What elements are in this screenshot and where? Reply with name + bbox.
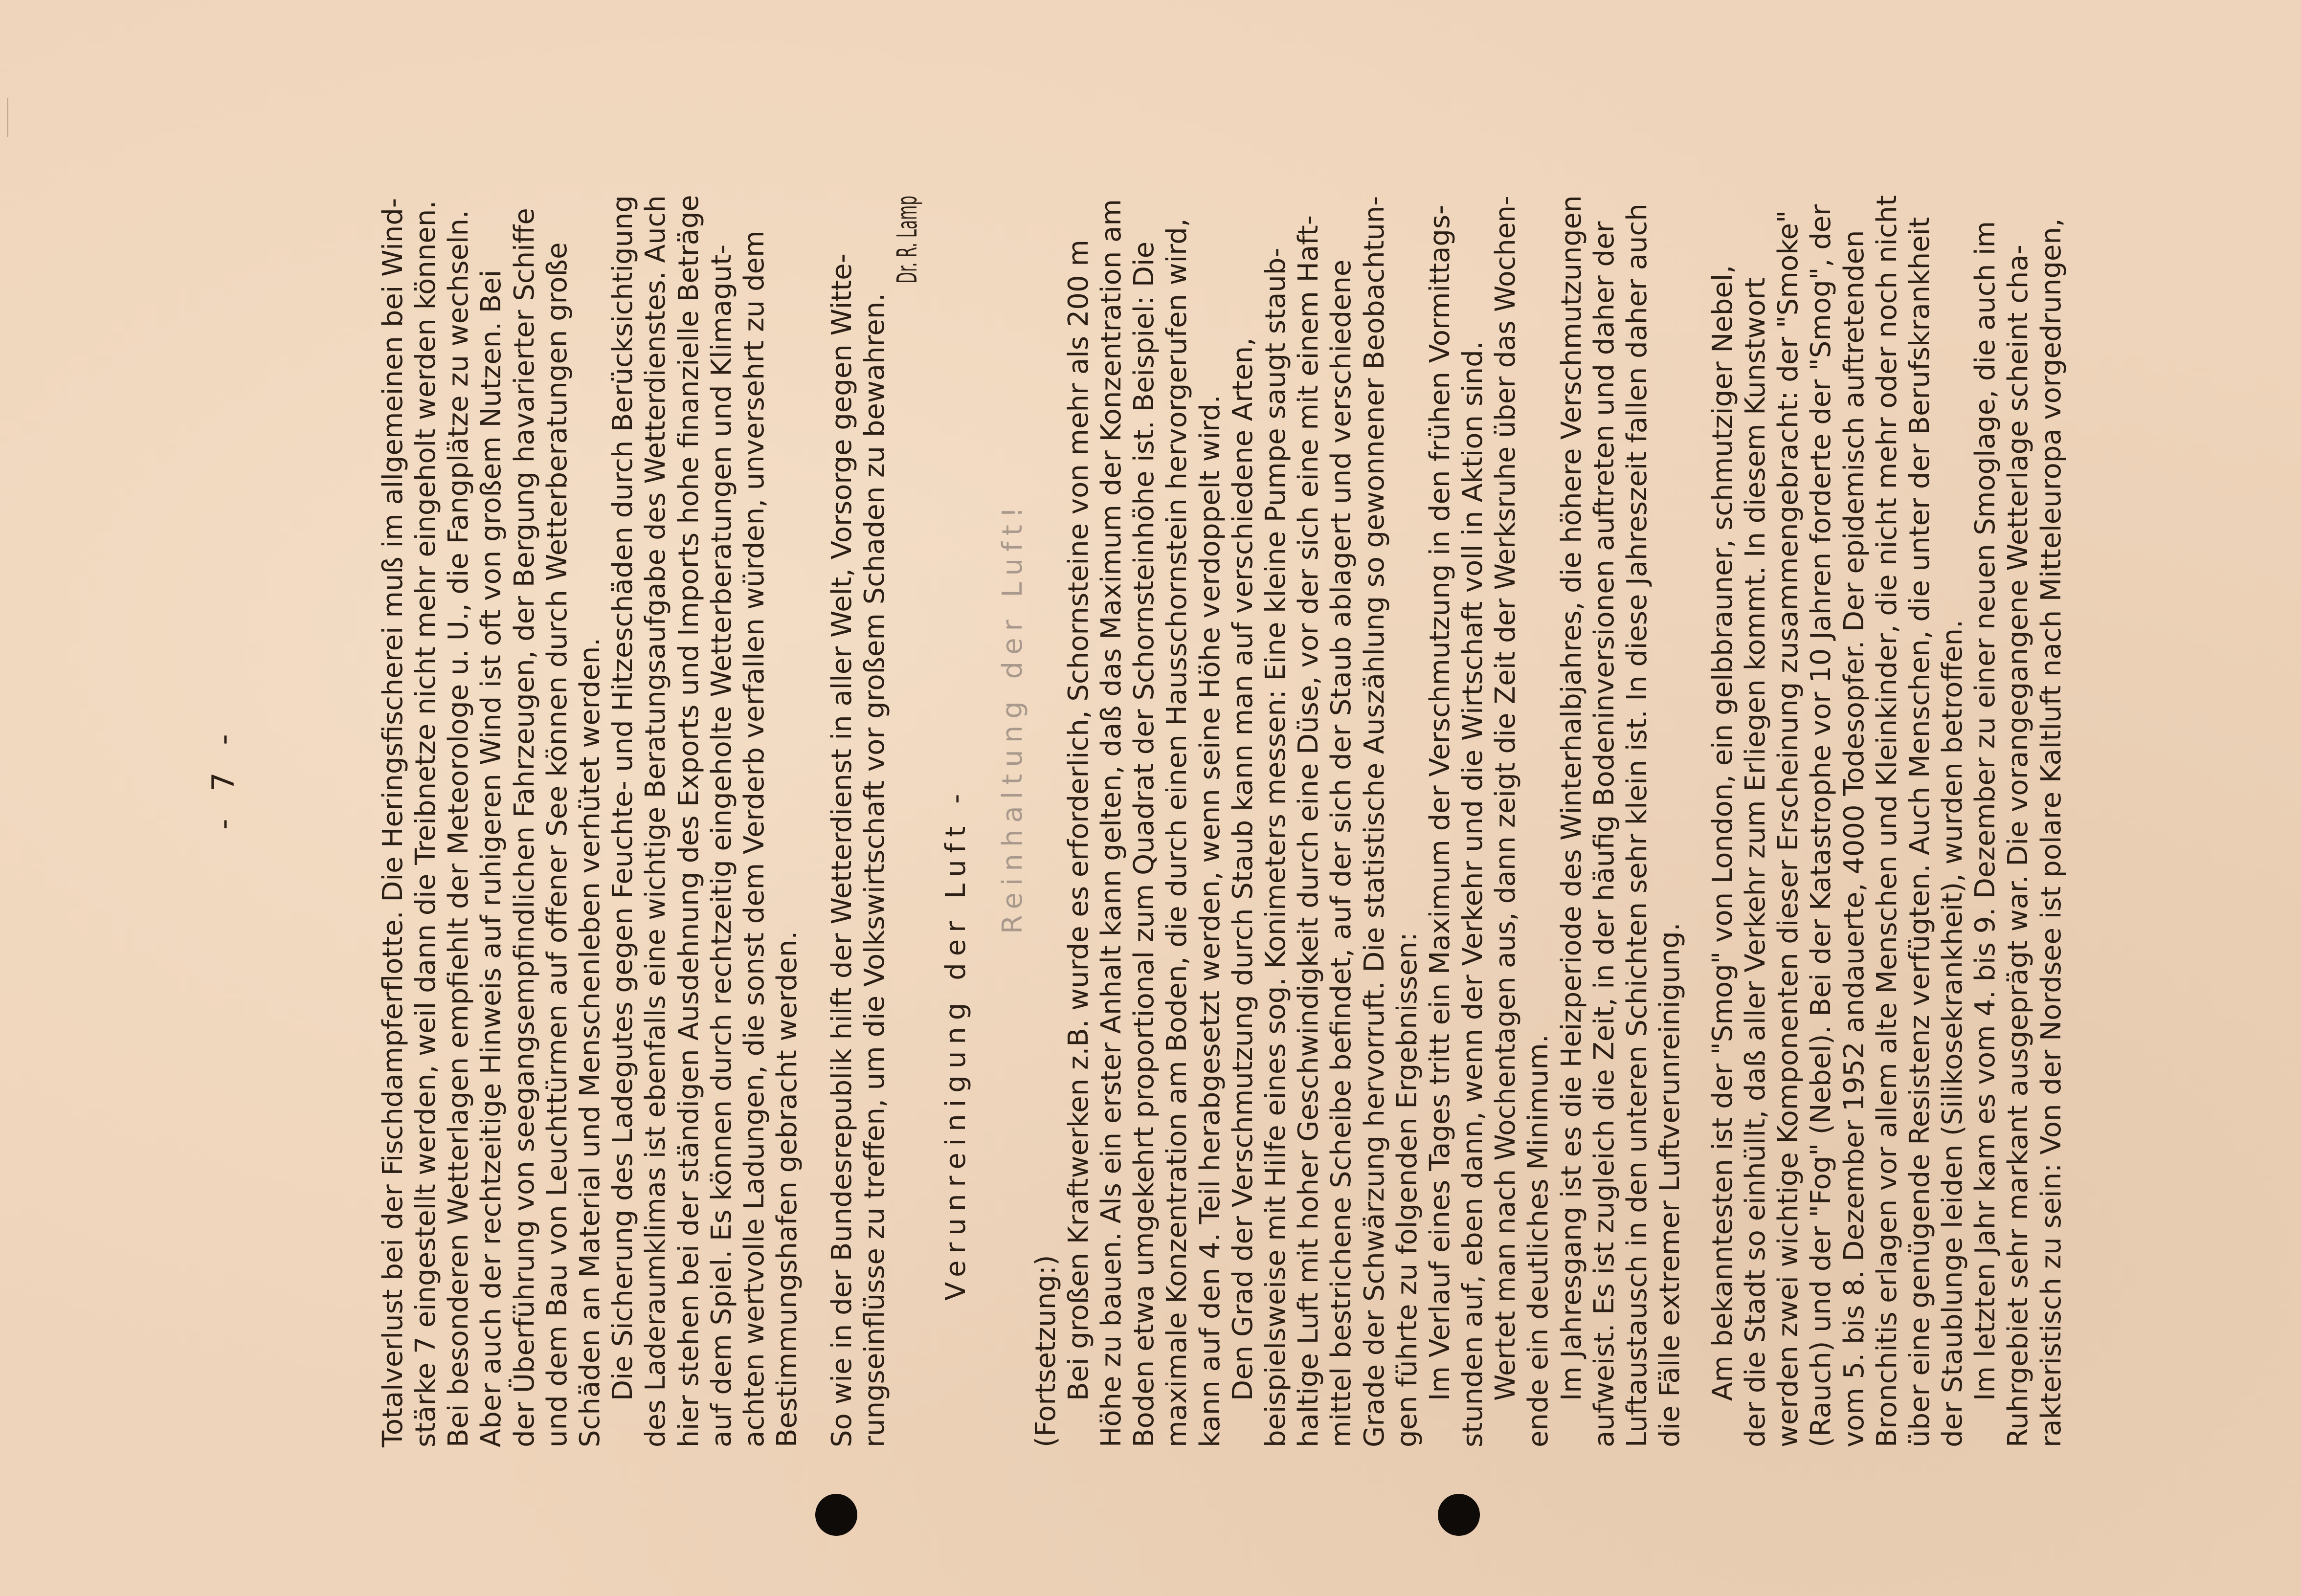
text-line: achten wertvolle Ladungen, die sonst dem Verderb verfallen würden, unversehrt zu dem: [738, 230, 770, 1447]
text-line: maximale Konzentration am Boden, die durch einen Hausschornstein hervorgerufen wird,: [1161, 218, 1193, 1447]
text-line: des Laderaumklimas ist ebenfalls eine wichtige Beratungsaufgabe des Wetterdienstes. Auch: [640, 195, 672, 1447]
text-line: der Staublunge leiden (Silikosekrankheit), wurden betroffen.: [1937, 620, 1969, 1447]
punch-hole-right: [1438, 1494, 1480, 1536]
text-line: auf dem Spiel. Es können durch rechtzeitig eingeholte Wetterberatungen und Klimagut-: [705, 244, 737, 1447]
text-line: Bei großen Kraftwerken z.B. wurde es erforderlich, Schornsteine von mehr als 200 m: [1062, 240, 1095, 1401]
text-line: Schäden an Material und Menschenleben verhütet werden.: [574, 637, 606, 1447]
text-line: Den Grad der Verschmutzung durch Staub kann man auf verschiedene Arten,: [1227, 337, 1259, 1401]
text-line: Wertet man nach Wochentagen aus, dann zeigt die Zeit der Werksruhe über das Wochen-: [1490, 196, 1522, 1401]
text-line: Im letzten Jahr kam es vom 4. bis 9. Dezember zu einer neuen Smoglage, die auch im: [1969, 221, 2002, 1401]
text-line: Im Verlauf eines Tages tritt ein Maximum der Verschmutzung in den frühen Vormittags-: [1424, 204, 1456, 1401]
text-line: Bestimmungshafen gebracht werden.: [771, 931, 804, 1447]
text-line: vom 5. bis 8. Dezember 1952 andauerte, 4000 Todesopfer. Der epidemisch auftretenden: [1838, 230, 1870, 1447]
text-line: Im Jahresgang ist es die Heizperiode des Winterhalbjahres, die höhere Verschmutzungen: [1555, 195, 1587, 1401]
text-line: und dem Bau von Leuchttürmen auf offener See können durch Wetterberatungen große: [541, 242, 573, 1447]
text-line: werden zwei wichtige Komponenten dieser Erscheinung zusammengebracht: der "Smoke": [1772, 210, 1805, 1447]
punch-hole-left: [815, 1494, 857, 1536]
text-line: So wie in der Bundesrepublik hilft der Wetterdienst in aller Welt, Vorsorge gegen Witte-: [826, 253, 858, 1447]
text-line: (Fortsetzung:): [1029, 1255, 1062, 1447]
text-line: über eine genügende Resistenz verfügten. Auch Menschen, die unter der Berufskrankheit: [1903, 217, 1936, 1447]
text-line: gen führte zu folgenden Ergebnissen:: [1391, 932, 1423, 1447]
text-line: die Fälle extremer Luftverunreinigung.: [1654, 922, 1686, 1447]
text-line: Bronchitis erlagen vor allem alte Menschen und Kleinkinder, die nicht mehr oder noch nicht: [1871, 195, 1903, 1447]
text-line: beispielsweise mit Hilfe eines sog. Konimeters messen: Eine kleine Pumpe saugt staub-: [1259, 247, 1292, 1447]
text-line: aufweist. Es ist zugleich die Zeit, in der häufig Bodeninversionen auftreten und daher der: [1588, 221, 1620, 1447]
paper-edge-mark: [7, 98, 8, 137]
rotated-page: [196, 108, 2103, 1447]
page-number: - 7 -: [205, 725, 241, 830]
text-line: stärke 7 eingestellt werden, weil dann die Treibnetze nicht mehr eingeholt werden können.: [409, 200, 442, 1447]
section-subheading: Reinhaltung der Luft!: [997, 500, 1029, 934]
text-line: stunden auf, eben dann, wenn der Verkehr und die Wirtschaft voll in Aktion sind.: [1457, 341, 1489, 1447]
text-line: Bei besonderen Wetterlagen empfiehlt der Meteorologe u. U., die Fangplätze zu wechseln.: [443, 210, 475, 1447]
text-line: Am bekanntesten ist der "Smog" von London, ein gelbbrauner, schmutziger Nebel,: [1706, 265, 1739, 1401]
text-line: Höhe zu bauen. Als ein erster Anhalt kann gelten, daß das Maximum der Konzentration am: [1095, 199, 1128, 1447]
text-line: kann auf den 4. Teil herabgesetzt werden, wenn seine Höhe verdoppelt wird.: [1194, 395, 1226, 1447]
text-line: Luftaustausch in den unteren Schichten sehr klein ist. In diese Jahreszeit fallen daher auch: [1621, 203, 1653, 1447]
text-line: der Überführung von seegangsempfindlichen Fahrzeugen, der Bergung havarierter Schiffe: [508, 208, 540, 1447]
text-line: rakteristisch zu sein: Von der Nordsee ist polare Kaltluft nach Mitteleuropa vorgedrungen,: [2035, 218, 2067, 1447]
section-heading: Verunreinigung der Luft -: [939, 787, 972, 1301]
text-line: mittel bestrichene Scheibe befindet, auf der sich der Staub ablagert und verschiedene: [1325, 259, 1358, 1447]
text-line: rungseinflüsse zu treffen, um die Volkswirtschaft vor großem Schaden zu bewahren.: [859, 293, 891, 1447]
text-line: Die Sicherung des Ladegutes gegen Feuchte- und Hitzeschäden durch Berücksichtigung: [607, 195, 639, 1401]
text-line: ende ein deutliches Minimum.: [1522, 1034, 1555, 1447]
text-line: Boden etwa umgekehrt proportional zum Quadrat der Schornsteinhöhe ist. Beispiel: Die: [1128, 241, 1161, 1447]
text-line: Totalverlust bei der Fischdampferflotte. Die Heringsfischerei muß im allgemeinen bei Wind-: [377, 198, 409, 1447]
text-line: Grade der Schwärzung hervorruft. Die statistische Auszählung so gewonnener Beobachtun-: [1358, 196, 1390, 1447]
text-line: Ruhrgebiet sehr markant ausgeprägt war. Die vorangegangene Wetterlage scheint cha-: [2002, 244, 2034, 1447]
text-line: haltige Luft mit hoher Geschwindigkeit durch eine Düse, vor der sich eine mit einem Haft-: [1293, 215, 1325, 1447]
author-signature: Dr. R. Lamp: [892, 196, 924, 284]
text-line: der die Stadt so einhüllt, daß aller Verkehr zum Erliegen kommt. In diesem Kunstwort: [1739, 277, 1771, 1447]
text-line: (Rauch) und der "Fog" (Nebel). Bei der Katastrophe vor 10 Jahren forderte der "Smog", der: [1805, 204, 1837, 1447]
text-line: hier stehen bei der ständigen Ausdehnung des Exports und Imports hohe finanzielle Beträge: [672, 195, 705, 1447]
text-line: Aber auch der rechtzeitige Hinweis auf ruhigeren Wind ist oft von großem Nutzen. Bei: [475, 269, 508, 1447]
